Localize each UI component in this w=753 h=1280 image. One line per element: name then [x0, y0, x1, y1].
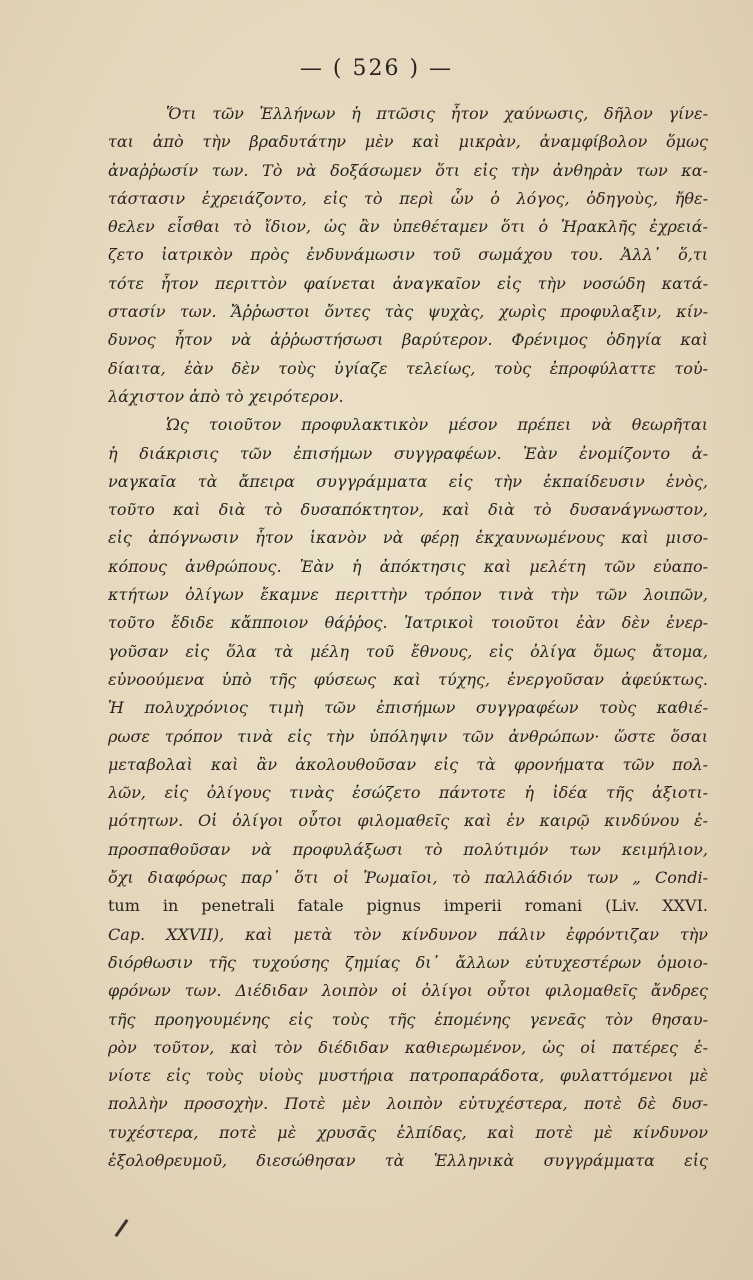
text-line: πολλὴν προσοχὴν. Ποτὲ μὲν λοιπὸν εὐτυχέστερα, ποτὲ δὲ δυσ-: [108, 1094, 708, 1114]
text-line: τοῦτο ἔδιδε κἄπποιον θάῤῥος. Ἰατρικοὶ τοιοῦτοι ἐὰν δὲν ἐνερ-: [108, 613, 708, 633]
text-line: μότητων. Οἱ ὀλίγοι οὗτοι φιλομαθεῖς καὶ ἐν καιρῷ κινδύνου ἐ-: [108, 811, 708, 831]
text-line: Ὡς τοιοῦτον προφυλακτικὸν μέσον πρέπει νὰ θεωρῆται: [166, 415, 708, 435]
text-line: στασίν των. Ἄῤῥωστοι ὄντες τὰς ψυχὰς, χωρὶς προφυλαξιν, κίν-: [108, 302, 708, 322]
text-line: διόρθωσιν τῆς τυχούσης ζημίας δι᾽ ἄλλων εὐτυχεστέρων ὁμοιο-: [108, 952, 708, 972]
text-line: μεταβολαὶ καὶ ἂν ἀκολουθοῦσαν εἰς τὰ φρονήματα τῶν πολ-: [108, 754, 708, 774]
text-line: Ὅτι τῶν Ἑλλήνων ἡ πτῶσις ἦτον χαύνωσις, δῆλον γίνε-: [166, 104, 708, 123]
text-line: ρὸν τοῦτον, καὶ τὸν διέδιδαν καθιερωμένον, ὡς οἱ πατέρες ἐ-: [108, 1037, 708, 1057]
text-line: θελεν εἶσθαι τὸ ἴδιον, ὡς ἂν ὑπεθέταμεν ὅτι ὁ Ἡρακλῆς ἐχρειά-: [108, 217, 708, 237]
text-line: τάστασιν ἐχρειάζοντο, εἰς τὸ περὶ ὧν ὁ λόγος, ὁδηγοὺς, ἤθε-: [108, 188, 708, 208]
text-line: ζετο ἰατρικὸν πρὸς ἐνδυνάμωσιν τοῦ σωμάχου του. Ἀλλ᾽ ὅ,τι: [108, 245, 708, 265]
text-line: τῆς προηγουμένης εἰς τοὺς τῆς ἑπομένης γενεᾶς τὸν θησαυ-: [108, 1009, 708, 1029]
text-line: δίαιτα, ἐὰν δὲν τοὺς ὑγίαζε τελείως, τοὺς ἐπροφύλαττε τοὐ-: [108, 358, 708, 378]
text-line: γοῦσαν εἰς ὅλα τὰ μέλη τοῦ ἔθνους, εἰς ὀλίγα ὅμως ἄτομα,: [108, 641, 708, 661]
text-line: εἰς ἀπόγνωσιν ἦτον ἱκανὸν νὰ φέρῃ ἐκχαυνωμένους καὶ μισο-: [108, 528, 708, 548]
text-line: εὐνοούμενα ὑπὸ τῆς φύσεως καὶ τύχης, ἐνεργοῦσαν ἀφεύκτως.: [108, 669, 708, 689]
text-line: δυνος ἦτον νὰ ἀῤῥωστήσωσι βαρύτερον. Φρένιμος ὁδηγία καὶ: [108, 330, 708, 350]
text-line: κτήτων ὀλίγων ἔκαμνε περιττὴν τρόπον τινὰ τὴν τῶν λοιπῶν,: [108, 585, 708, 605]
text-line: Ἡ πολυχρόνιος τιμὴ τῶν ἐπισήμων συγγραφέων τοὺς καθιέ-: [108, 698, 708, 718]
text-line: τυχέστερα, ποτὲ μὲ χρυσᾶς ἐλπίδας, καὶ ποτὲ μὲ κίνδυνον: [108, 1122, 708, 1142]
text-line: ἡ διάκρισις τῶν ἐπισήμων συγγραφέων. Ἐὰν ἐνομίζοντο ἀ-: [108, 443, 708, 463]
text-line: ἀναῤῥωσίν των. Τὸ νὰ δοξάσωμεν ὅτι εἰς τὴν ἀνθηρὰν των κα-: [108, 160, 708, 180]
page-number-header: — ( 526 ) —: [299, 56, 454, 81]
text-line: λάχιστον ἀπὸ τὸ χειρότερον.: [108, 386, 344, 406]
text-line: φρόνων των. Διέδιδαν λοιπὸν οἱ ὀλίγοι οὗτοι φιλομαθεῖς ἄνδρες: [108, 981, 708, 1001]
text-line: λῶν, εἰς ὀλίγους τινὰς ἐσώζετο πάντοτε ἡ ἰδέα τῆς ἀξιοτι-: [108, 783, 708, 803]
text-line: ται ἀπὸ τὴν βραδυτάτην μὲν καὶ μικρὰν, ἀναμφίβολον ὅμως: [108, 132, 708, 152]
text-line: ἐξολοθρευμοῦ, διεσώθησαν τὰ Ἑλληνικὰ συγγράμματα εἰς: [108, 1150, 708, 1170]
text-line: ναγκαῖα τὰ ἄπειρα συγγράμματα εἰς τὴν ἐκπαίδευσιν ἑνὸς,: [108, 471, 708, 491]
text-line: Cap. XXVII), καὶ μετὰ τὸν κίνδυνον πάλιν ἐφρόντιζαν τὴν: [108, 924, 708, 944]
ink-mark: [115, 1219, 129, 1237]
text-line: νίοτε εἰς τοὺς υἱοὺς μυστήρια πατροπαράδοτα, φυλαττόμενοι μὲ: [108, 1066, 708, 1086]
text-line: ρωσε τρόπον τινὰ εἰς τὴν ὑπόληψιν τῶν ἀνθρώπων· ὥστε ὅσαι: [108, 726, 708, 746]
text-line: τοῦτο καὶ διὰ τὸ δυσαπόκτητον, καὶ διὰ τὸ δυσανάγνωστον,: [108, 500, 708, 520]
text-line: προσπαθοῦσαν νὰ προφυλάξωσι τὸ πολύτιμόν των κειμήλιον,: [108, 839, 708, 859]
text-line-latin: tum in penetrali fatale pignus imperii romani (Liv. XXVI.: [108, 896, 708, 916]
text-line: ὄχι διαφόρως παρ᾽ ὅτι οἱ Ῥωμαῖοι, τὸ παλλάδιόν των „ Condi-: [108, 868, 708, 888]
text-line: κόπους ἀνθρώπους. Ἐὰν ἡ ἀπόκτησις καὶ μελέτη τῶν εὐαπο-: [108, 556, 708, 576]
text-line: τότε ἦτον περιττὸν φαίνεται ἀναγκαῖον εἰς τὴν νοσώδη κατά-: [108, 273, 708, 293]
body-text: [108, 100, 708, 1175]
